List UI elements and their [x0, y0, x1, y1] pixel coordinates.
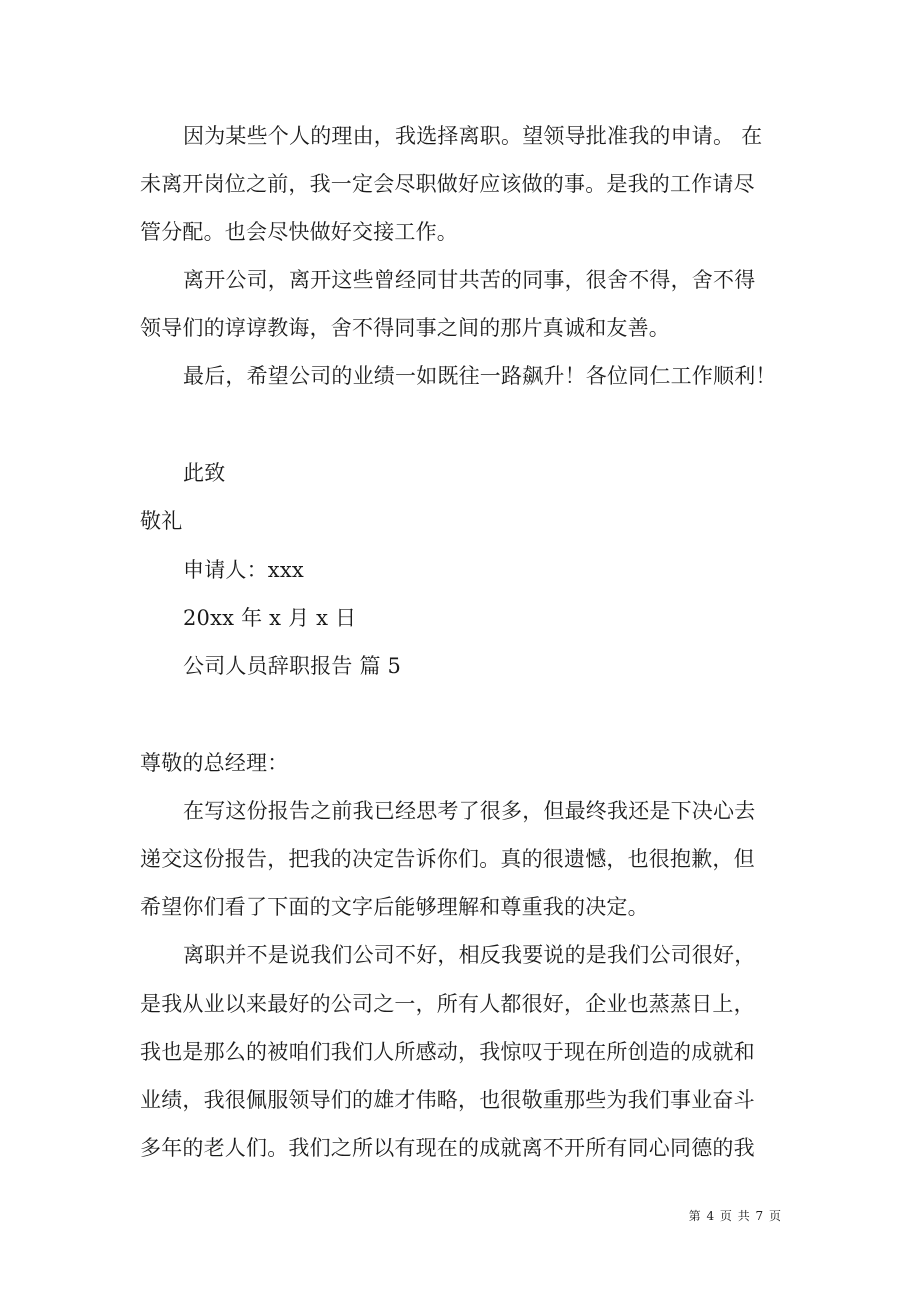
- page-number: 第 4 页 共 7 页: [688, 1209, 782, 1223]
- text-line: 是我从业以来最好的公司之一，所有人都很好，企业也蒸蒸日上，: [140, 992, 755, 1016]
- text-line: 未离开岗位之前，我一定会尽职做好应该做的事。是我的工作请尽: [140, 172, 755, 196]
- applicant-signature: 申请人：xxx: [183, 558, 304, 582]
- letter-greeting: 尊敬的总经理：: [140, 751, 289, 775]
- text-line: 业绩，我很佩服领导们的雄才伟略，也很敬重那些为我们事业奋斗: [140, 1088, 755, 1112]
- closing-regards: 敬礼: [140, 509, 183, 533]
- text-line: 在写这份报告之前我已经思考了很多，但最终我还是下决心去: [183, 799, 756, 823]
- text-line: 希望你们看了下面的文字后能够理解和尊重我的决定。: [140, 895, 649, 919]
- text-line: 管分配。也会尽快做好交接工作。: [140, 220, 458, 244]
- section-title: 公司人员辞职报告 篇 5: [183, 654, 402, 678]
- closing-salutation: 此致: [183, 461, 226, 485]
- text-line: 我也是那么的被咱们我们人所感动，我惊叹于现在所创造的成就和: [140, 1040, 755, 1064]
- text-line: 领导们的谆谆教诲，舍不得同事之间的那片真诚和友善。: [140, 316, 670, 340]
- text-line: 离开公司，离开这些曾经同甘共苦的同事，很舍不得，舍不得: [183, 268, 756, 292]
- text-line: 因为某些个人的理由，我选择离职。望领导批准我的申请。 在: [183, 124, 763, 148]
- date-line: 20xx 年 x 月 x 日: [183, 606, 357, 630]
- text-line: 最后，希望公司的业绩一如既往一路飙升！各位同仁工作顺利！: [183, 364, 777, 388]
- text-line: 递交这份报告，把我的决定告诉你们。真的很遗憾，也很抱歉，但: [140, 847, 755, 871]
- text-line: 离职并不是说我们公司不好，相反我要说的是我们公司很好，: [183, 943, 756, 967]
- text-line: 多年的老人们。我们之所以有现在的成就离不开所有同心同德的我: [140, 1136, 755, 1160]
